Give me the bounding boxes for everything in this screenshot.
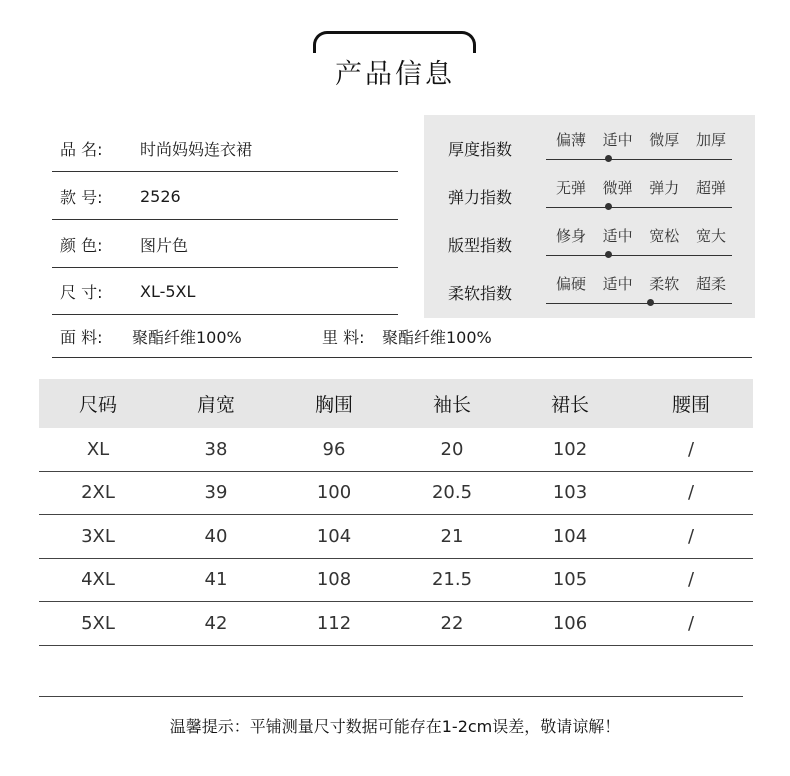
info-value: 时尚妈妈连衣裙 (140, 139, 253, 159)
header-cell: 腰围 (671, 394, 710, 416)
info-label: 品 名: (60, 139, 103, 159)
table-cell: 112 (316, 612, 352, 634)
index-scale-line (546, 303, 732, 304)
index-scale-line (546, 159, 732, 160)
table-cell: / (687, 569, 695, 591)
header-cell: 肩宽 (196, 394, 235, 416)
index-row-softness (424, 261, 755, 309)
index-panel (424, 115, 755, 318)
table-cell: / (687, 612, 695, 634)
size-table-header (39, 379, 753, 428)
table-cell: 22 (440, 612, 464, 634)
index-option: 微厚 (649, 131, 680, 149)
index-option: 修身 (555, 227, 586, 245)
info-row-name (52, 125, 398, 172)
info-row-style-number (52, 173, 398, 220)
info-value: 2526 (140, 186, 181, 206)
header-cell: 胸围 (314, 394, 353, 416)
index-row-fit (424, 213, 755, 261)
index-option: 偏薄 (555, 131, 586, 149)
info-value: XL-5XL (140, 281, 196, 301)
table-cell: 106 (552, 612, 588, 634)
table-cell: 4XL (81, 569, 115, 591)
index-option: 超柔 (695, 275, 726, 293)
index-options (548, 177, 734, 198)
table-cell: 42 (204, 612, 228, 634)
index-row-elasticity (424, 165, 755, 213)
index-option: 超弹 (695, 179, 726, 197)
table-cell: 21.5 (431, 569, 473, 591)
index-name: 弹力指数 (448, 188, 513, 207)
info-label: 款 号: (60, 187, 103, 207)
index-options (548, 273, 734, 294)
index-name: 柔软指数 (448, 284, 513, 303)
table-row (39, 602, 753, 646)
fabric-value: 聚酯纤维100% (132, 327, 242, 347)
title-decoration (313, 31, 476, 53)
table-cell: 104 (316, 525, 352, 547)
index-option: 宽大 (695, 227, 726, 245)
table-cell: 41 (204, 569, 228, 591)
index-name: 厚度指数 (448, 140, 513, 159)
header-cell: 尺码 (78, 394, 117, 416)
divider (39, 696, 743, 697)
index-row-thickness (424, 117, 755, 165)
table-cell: 108 (316, 569, 352, 591)
index-option: 无弹 (555, 179, 586, 197)
table-cell: / (687, 438, 695, 460)
index-option: 微弹 (602, 179, 633, 197)
table-cell: 40 (204, 525, 228, 547)
lining-label: 里 料: (322, 327, 365, 347)
lining-value: 聚酯纤维100% (382, 327, 492, 347)
index-option: 适中 (602, 131, 633, 149)
header-cell: 裙长 (550, 394, 589, 416)
info-label: 颜 色: (60, 235, 103, 255)
index-scale-line (546, 255, 732, 256)
info-value: 图片色 (140, 235, 189, 255)
table-cell: 3XL (81, 525, 115, 547)
fabric-row (52, 315, 752, 358)
index-options (548, 225, 734, 246)
table-row (39, 559, 753, 603)
table-cell: 20 (440, 438, 464, 460)
index-option: 弹力 (649, 179, 680, 197)
index-marker-dot (605, 251, 612, 258)
table-cell: / (687, 482, 695, 504)
info-row-size (52, 268, 398, 315)
table-cell: 21 (440, 525, 464, 547)
table-row (39, 515, 753, 559)
table-cell: 20.5 (431, 482, 473, 504)
index-marker-dot (605, 155, 612, 162)
table-cell: 104 (552, 525, 588, 547)
table-cell: 102 (552, 438, 588, 460)
table-cell: 105 (552, 569, 588, 591)
index-option: 适中 (602, 227, 633, 245)
index-name: 版型指数 (448, 236, 513, 255)
table-row (39, 428, 753, 472)
index-option: 加厚 (695, 131, 726, 149)
index-option: 偏硬 (555, 275, 586, 293)
index-options (548, 129, 734, 150)
header-cell: 袖长 (432, 394, 471, 416)
info-row-color (52, 221, 398, 268)
size-table (39, 379, 753, 646)
table-cell: 5XL (81, 612, 115, 634)
index-option: 宽松 (649, 227, 680, 245)
table-cell: 103 (552, 482, 588, 504)
index-option: 适中 (602, 275, 633, 293)
measurement-note: 温馨提示：平铺测量尺寸数据可能存在1-2cm误差，敬请谅解！ (169, 717, 621, 736)
table-cell: / (687, 525, 695, 547)
index-scale-line (546, 207, 732, 208)
page-title: 产品信息 (335, 59, 455, 90)
fabric-label: 面 料: (60, 327, 103, 347)
table-cell: 2XL (81, 482, 115, 504)
table-cell: 39 (204, 482, 228, 504)
table-cell: 38 (204, 438, 228, 460)
table-cell: 100 (316, 482, 352, 504)
table-cell: 96 (322, 438, 346, 460)
index-marker-dot (605, 203, 612, 210)
info-label: 尺 寸: (60, 282, 103, 302)
index-option: 柔软 (649, 275, 680, 293)
table-cell: XL (86, 438, 110, 460)
table-row (39, 472, 753, 516)
index-marker-dot (647, 299, 654, 306)
